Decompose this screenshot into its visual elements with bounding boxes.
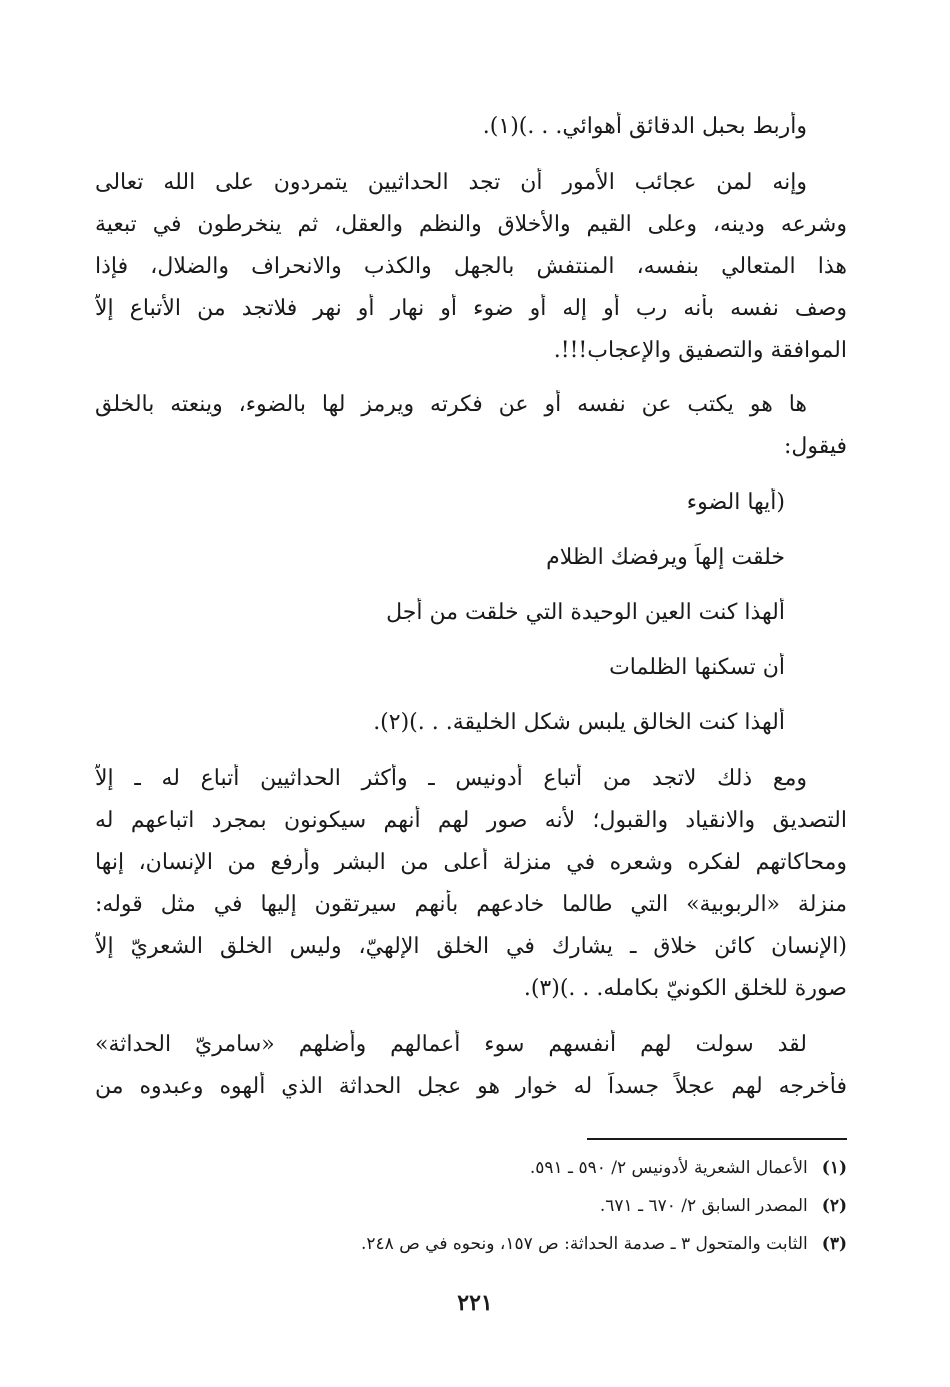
book-page: [95, 0, 847, 1387]
text-line: وشرعه ودينه، وعلى القيم والأخلاق والنظم والعقل، ثم ينخرطون في تبعية: [95, 212, 847, 237]
text-line: ها هو يكتب عن نفسه أو عن فكرته ويرمز لها بالضوء، وينعته بالخلق: [95, 392, 807, 417]
verse-line: أن تسكنها الظلمات: [609, 655, 785, 680]
footnote-text: الأعمال الشعرية لأدونيس ٢/ ٥٩٠ ـ ٥٩١.: [529, 1158, 808, 1178]
footnote-number: (٢): [821, 1196, 847, 1216]
verse-line: خلقت إلهاً ويرفضك الظلام: [546, 545, 785, 570]
footnote-number: (٣): [821, 1234, 847, 1254]
footnote: [95, 1156, 847, 1180]
text-line: لقد سولت لهم أنفسهم سوء أعمالهم وأضلهم «سامريّ الحداثة»: [95, 1032, 807, 1057]
text-line: فيقول:: [783, 434, 847, 459]
verse-line: ألهذا كنت العين الوحيدة التي خلقت من أجل: [386, 600, 785, 625]
text-line: وأربط بحبل الدقائق أهوائي. . .)(١).: [482, 114, 807, 139]
text-line: (الإنسان كائن خلاق ـ يشارك في الخلق الإلهيّ، وليس الخلق الشعريّ إلاّ: [95, 934, 847, 959]
footnote-text: الثابت والمتحول ٣ ـ صدمة الحداثة: ص ١٥٧، ونحوه في ص ٢٤٨.: [360, 1234, 808, 1254]
text-line: ومع ذلك لاتجد من أتباع أدونيس ـ وأكثر الحداثيين أتباع له ـ إلاّ: [95, 766, 807, 791]
text-line: وإنه لمن عجائب الأمور أن تجد الحداثيين يتمردون على الله تعالى: [95, 170, 807, 195]
footnote: [95, 1194, 847, 1218]
text-line: التصديق والانقياد والقبول؛ لأنه صور لهم أنهم سيكونون بمجرد اتباعهم له: [95, 808, 847, 833]
verse-line: (أيها الضوء: [686, 490, 785, 515]
page-number: ٢٢١: [457, 1290, 493, 1316]
text-line: وصف نفسه بأنه رب أو إله أو ضوء أو نهار أو نهر فلاتجد من الأتباع إلاّ: [95, 296, 847, 321]
text-line: منزلة «الربوبية» التي طالما خادعهم بأنهم سيرتقون إليها في مثل قوله:: [95, 892, 847, 917]
text-line: صورة للخلق الكونيّ بكامله. . .)(٣).: [523, 976, 847, 1001]
text-line: هذا المتعالي بنفسه، المنتفش بالجهل والكذب والانحراف والضلال، فإذا: [95, 254, 847, 279]
footnote-text: المصدر السابق ٢/ ٦٧٠ ـ ٦٧١.: [599, 1196, 808, 1216]
footnote-separator: [587, 1138, 847, 1140]
footnote-number: (١): [821, 1158, 847, 1178]
text-line: ومحاكاتهم لفكره وشعره في منزلة أعلى من البشر وأرفع من الإنسان، إنها: [95, 850, 847, 875]
text-line: فأخرجه لهم عجلاً جسداً له خوار هو عجل الحداثة الذي ألهوه وعبدوه من: [95, 1074, 847, 1099]
text-line: الموافقة والتصفيق والإعجاب!!!.: [553, 338, 847, 363]
verse-line: ألهذا كنت الخالق يلبس شكل الخليقة. . .)(٢).: [373, 710, 785, 735]
footnote: [95, 1232, 847, 1256]
